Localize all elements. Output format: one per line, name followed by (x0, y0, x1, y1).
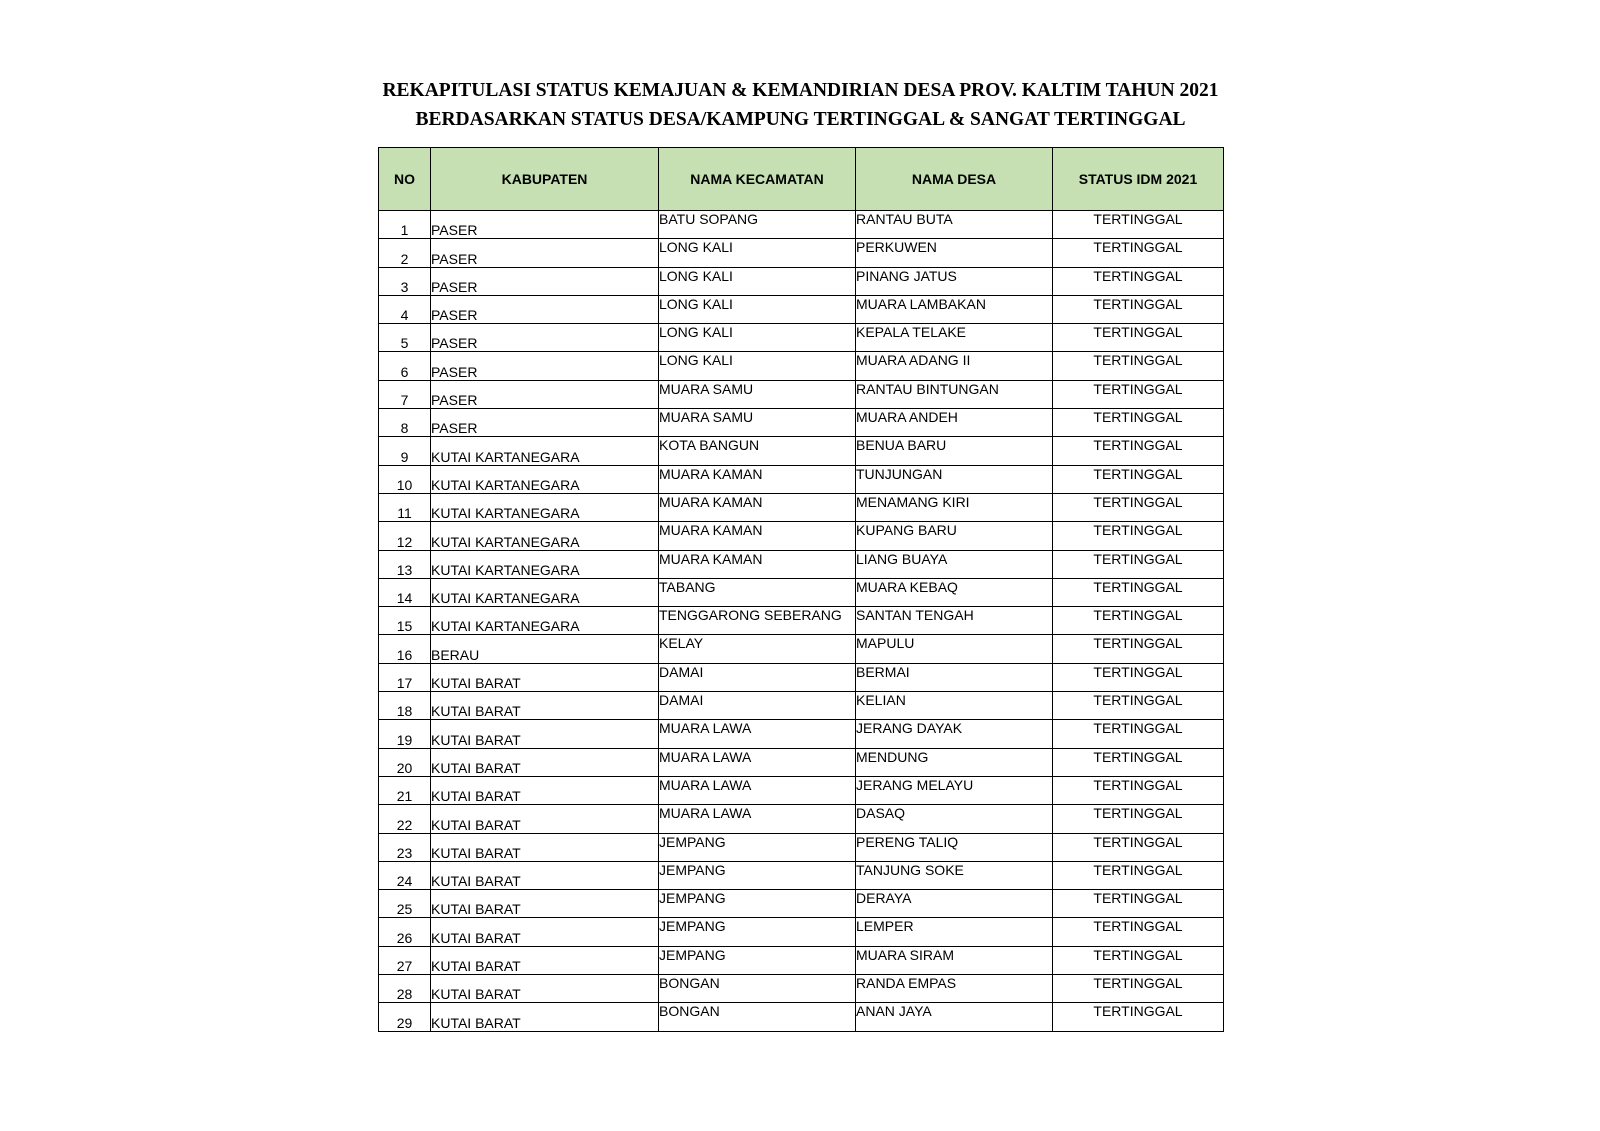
cell-status: TERTINGGAL (1053, 692, 1224, 720)
table-row (379, 635, 1224, 663)
cell-kecamatan: JEMPANG (659, 946, 856, 974)
cell-status: TERTINGGAL (1053, 748, 1224, 776)
cell-desa: LEMPER (856, 918, 1053, 946)
cell-status: TERTINGGAL (1053, 352, 1224, 380)
cell-status: TERTINGGAL (1053, 465, 1224, 493)
table-row (379, 918, 1224, 946)
cell-kecamatan: TABANG (659, 578, 856, 606)
table-row (379, 409, 1224, 437)
cell-kabupaten: KUTAI BARAT (431, 776, 659, 804)
cell-kecamatan: JEMPANG (659, 861, 856, 889)
table-row (379, 946, 1224, 974)
table-row (379, 1003, 1224, 1031)
cell-kabupaten: KUTAI BARAT (431, 946, 659, 974)
cell-kabupaten: KUTAI BARAT (431, 833, 659, 861)
cell-kabupaten: KUTAI BARAT (431, 918, 659, 946)
table-row (379, 239, 1224, 267)
table-body (379, 211, 1224, 1032)
cell-kabupaten: KUTAI KARTANEGARA (431, 493, 659, 521)
table-row (379, 890, 1224, 918)
cell-no: 2 (379, 239, 431, 267)
cell-kecamatan: LONG KALI (659, 295, 856, 323)
cell-kabupaten: KUTAI KARTANEGARA (431, 578, 659, 606)
cell-desa: RANTAU BUTA (856, 211, 1053, 239)
cell-kabupaten: KUTAI KARTANEGARA (431, 437, 659, 465)
cell-kabupaten: KUTAI BARAT (431, 890, 659, 918)
cell-no: 3 (379, 267, 431, 295)
document-title (378, 76, 1223, 134)
cell-desa: KELIAN (856, 692, 1053, 720)
table-row (379, 692, 1224, 720)
cell-desa: BERMAI (856, 663, 1053, 691)
cell-kecamatan: MUARA KAMAN (659, 465, 856, 493)
cell-kabupaten: KUTAI BARAT (431, 692, 659, 720)
cell-kabupaten: KUTAI BARAT (431, 720, 659, 748)
cell-no: 17 (379, 663, 431, 691)
cell-no: 21 (379, 776, 431, 804)
cell-no: 5 (379, 324, 431, 352)
cell-no: 6 (379, 352, 431, 380)
cell-no: 26 (379, 918, 431, 946)
cell-no: 19 (379, 720, 431, 748)
cell-status: TERTINGGAL (1053, 211, 1224, 239)
cell-kecamatan: LONG KALI (659, 267, 856, 295)
cell-kecamatan: KELAY (659, 635, 856, 663)
cell-desa: MAPULU (856, 635, 1053, 663)
table-row (379, 833, 1224, 861)
cell-desa: MENAMANG KIRI (856, 493, 1053, 521)
table-row (379, 720, 1224, 748)
cell-status: TERTINGGAL (1053, 918, 1224, 946)
cell-kabupaten: PASER (431, 267, 659, 295)
table-row (379, 437, 1224, 465)
cell-kecamatan: BATU SOPANG (659, 211, 856, 239)
cell-desa: PERKUWEN (856, 239, 1053, 267)
cell-status: TERTINGGAL (1053, 550, 1224, 578)
cell-desa: ANAN JAYA (856, 1003, 1053, 1031)
cell-status: TERTINGGAL (1053, 663, 1224, 691)
title-line-2: BERDASARKAN STATUS DESA/KAMPUNG TERTINGGAL & SANGAT TERTINGGAL (415, 109, 1186, 130)
cell-desa: MUARA SIRAM (856, 946, 1053, 974)
cell-status: TERTINGGAL (1053, 776, 1224, 804)
header-kecamatan: NAMA KECAMATAN (659, 148, 856, 211)
cell-desa: JERANG MELAYU (856, 776, 1053, 804)
cell-kecamatan: LONG KALI (659, 239, 856, 267)
cell-kabupaten: KUTAI KARTANEGARA (431, 550, 659, 578)
cell-no: 12 (379, 522, 431, 550)
cell-status: TERTINGGAL (1053, 720, 1224, 748)
cell-status: TERTINGGAL (1053, 833, 1224, 861)
cell-kabupaten: PASER (431, 409, 659, 437)
cell-kabupaten: KUTAI BARAT (431, 748, 659, 776)
cell-kabupaten: KUTAI KARTANEGARA (431, 522, 659, 550)
cell-kecamatan: BONGAN (659, 1003, 856, 1031)
table-row (379, 493, 1224, 521)
cell-desa: DASAQ (856, 805, 1053, 833)
cell-desa: PERENG TALIQ (856, 833, 1053, 861)
cell-kabupaten: KUTAI KARTANEGARA (431, 607, 659, 635)
table-row (379, 861, 1224, 889)
cell-no: 22 (379, 805, 431, 833)
cell-no: 10 (379, 465, 431, 493)
cell-kecamatan: MUARA LAWA (659, 748, 856, 776)
table-row (379, 748, 1224, 776)
cell-no: 7 (379, 380, 431, 408)
cell-desa: RANDA EMPAS (856, 975, 1053, 1003)
cell-kecamatan: MUARA LAWA (659, 720, 856, 748)
cell-kecamatan: JEMPANG (659, 918, 856, 946)
table-row (379, 352, 1224, 380)
table-row (379, 663, 1224, 691)
cell-no: 11 (379, 493, 431, 521)
cell-kecamatan: LONG KALI (659, 324, 856, 352)
cell-desa: TANJUNG SOKE (856, 861, 1053, 889)
table-row (379, 607, 1224, 635)
cell-kecamatan: LONG KALI (659, 352, 856, 380)
table-row (379, 805, 1224, 833)
cell-kecamatan: DAMAI (659, 663, 856, 691)
cell-kabupaten: PASER (431, 324, 659, 352)
cell-kabupaten: PASER (431, 295, 659, 323)
cell-no: 25 (379, 890, 431, 918)
cell-desa: MUARA ADANG II (856, 352, 1053, 380)
cell-no: 20 (379, 748, 431, 776)
cell-desa: MUARA KEBAQ (856, 578, 1053, 606)
cell-status: TERTINGGAL (1053, 493, 1224, 521)
cell-kecamatan: JEMPANG (659, 833, 856, 861)
cell-kabupaten: PASER (431, 352, 659, 380)
cell-kabupaten: PASER (431, 211, 659, 239)
cell-no: 23 (379, 833, 431, 861)
cell-status: TERTINGGAL (1053, 409, 1224, 437)
table-row (379, 211, 1224, 239)
table-row (379, 324, 1224, 352)
cell-status: TERTINGGAL (1053, 380, 1224, 408)
cell-no: 9 (379, 437, 431, 465)
cell-kabupaten: PASER (431, 239, 659, 267)
cell-desa: JERANG DAYAK (856, 720, 1053, 748)
cell-kecamatan: MUARA KAMAN (659, 522, 856, 550)
cell-kabupaten: KUTAI KARTANEGARA (431, 465, 659, 493)
cell-desa: MENDUNG (856, 748, 1053, 776)
cell-no: 13 (379, 550, 431, 578)
header-no: NO (379, 148, 431, 211)
cell-kecamatan: DAMAI (659, 692, 856, 720)
cell-no: 28 (379, 975, 431, 1003)
cell-desa: RANTAU BINTUNGAN (856, 380, 1053, 408)
cell-kabupaten: KUTAI BARAT (431, 805, 659, 833)
cell-no: 14 (379, 578, 431, 606)
cell-kecamatan: JEMPANG (659, 890, 856, 918)
cell-no: 29 (379, 1003, 431, 1031)
cell-status: TERTINGGAL (1053, 239, 1224, 267)
cell-kecamatan: MUARA KAMAN (659, 550, 856, 578)
cell-status: TERTINGGAL (1053, 607, 1224, 635)
cell-no: 8 (379, 409, 431, 437)
header-desa: NAMA DESA (856, 148, 1053, 211)
table-row (379, 267, 1224, 295)
table-row (379, 578, 1224, 606)
table-row (379, 550, 1224, 578)
cell-status: TERTINGGAL (1053, 578, 1224, 606)
cell-desa: KUPANG BARU (856, 522, 1053, 550)
cell-desa: MUARA ANDEH (856, 409, 1053, 437)
table-row (379, 380, 1224, 408)
cell-desa: SANTAN TENGAH (856, 607, 1053, 635)
cell-kecamatan: TENGGARONG SEBERANG (659, 607, 856, 635)
cell-no: 24 (379, 861, 431, 889)
cell-status: TERTINGGAL (1053, 890, 1224, 918)
table-row (379, 522, 1224, 550)
table-row (379, 975, 1224, 1003)
header-kabupaten: KABUPATEN (431, 148, 659, 211)
header-status: STATUS IDM 2021 (1053, 148, 1224, 211)
cell-kecamatan: MUARA SAMU (659, 380, 856, 408)
cell-kecamatan: BONGAN (659, 975, 856, 1003)
cell-desa: TUNJUNGAN (856, 465, 1053, 493)
cell-status: TERTINGGAL (1053, 522, 1224, 550)
header-row (379, 148, 1224, 211)
cell-kabupaten: KUTAI BARAT (431, 663, 659, 691)
table-row (379, 295, 1224, 323)
table-row (379, 776, 1224, 804)
cell-status: TERTINGGAL (1053, 805, 1224, 833)
table-header (379, 148, 1224, 211)
cell-status: TERTINGGAL (1053, 635, 1224, 663)
cell-kecamatan: KOTA BANGUN (659, 437, 856, 465)
cell-status: TERTINGGAL (1053, 267, 1224, 295)
cell-desa: DERAYA (856, 890, 1053, 918)
cell-no: 15 (379, 607, 431, 635)
cell-desa: KEPALA TELAKE (856, 324, 1053, 352)
cell-kabupaten: KUTAI BARAT (431, 1003, 659, 1031)
cell-kecamatan: MUARA SAMU (659, 409, 856, 437)
cell-status: TERTINGGAL (1053, 437, 1224, 465)
cell-desa: PINANG JATUS (856, 267, 1053, 295)
cell-kabupaten: PASER (431, 380, 659, 408)
cell-no: 1 (379, 211, 431, 239)
cell-status: TERTINGGAL (1053, 1003, 1224, 1031)
cell-status: TERTINGGAL (1053, 861, 1224, 889)
cell-status: TERTINGGAL (1053, 975, 1224, 1003)
cell-status: TERTINGGAL (1053, 946, 1224, 974)
cell-no: 27 (379, 946, 431, 974)
cell-kecamatan: MUARA LAWA (659, 805, 856, 833)
village-status-table (378, 147, 1224, 1032)
cell-kecamatan: MUARA KAMAN (659, 493, 856, 521)
table-row (379, 465, 1224, 493)
cell-kabupaten: BERAU (431, 635, 659, 663)
cell-status: TERTINGGAL (1053, 324, 1224, 352)
cell-desa: LIANG BUAYA (856, 550, 1053, 578)
cell-kecamatan: MUARA LAWA (659, 776, 856, 804)
title-line-1: REKAPITULASI STATUS KEMAJUAN & KEMANDIRIAN DESA PROV. KALTIM TAHUN 2021 (382, 80, 1219, 101)
cell-status: TERTINGGAL (1053, 295, 1224, 323)
cell-no: 4 (379, 295, 431, 323)
cell-desa: BENUA BARU (856, 437, 1053, 465)
cell-desa: MUARA LAMBAKAN (856, 295, 1053, 323)
cell-no: 16 (379, 635, 431, 663)
cell-kabupaten: KUTAI BARAT (431, 861, 659, 889)
cell-no: 18 (379, 692, 431, 720)
cell-kabupaten: KUTAI BARAT (431, 975, 659, 1003)
